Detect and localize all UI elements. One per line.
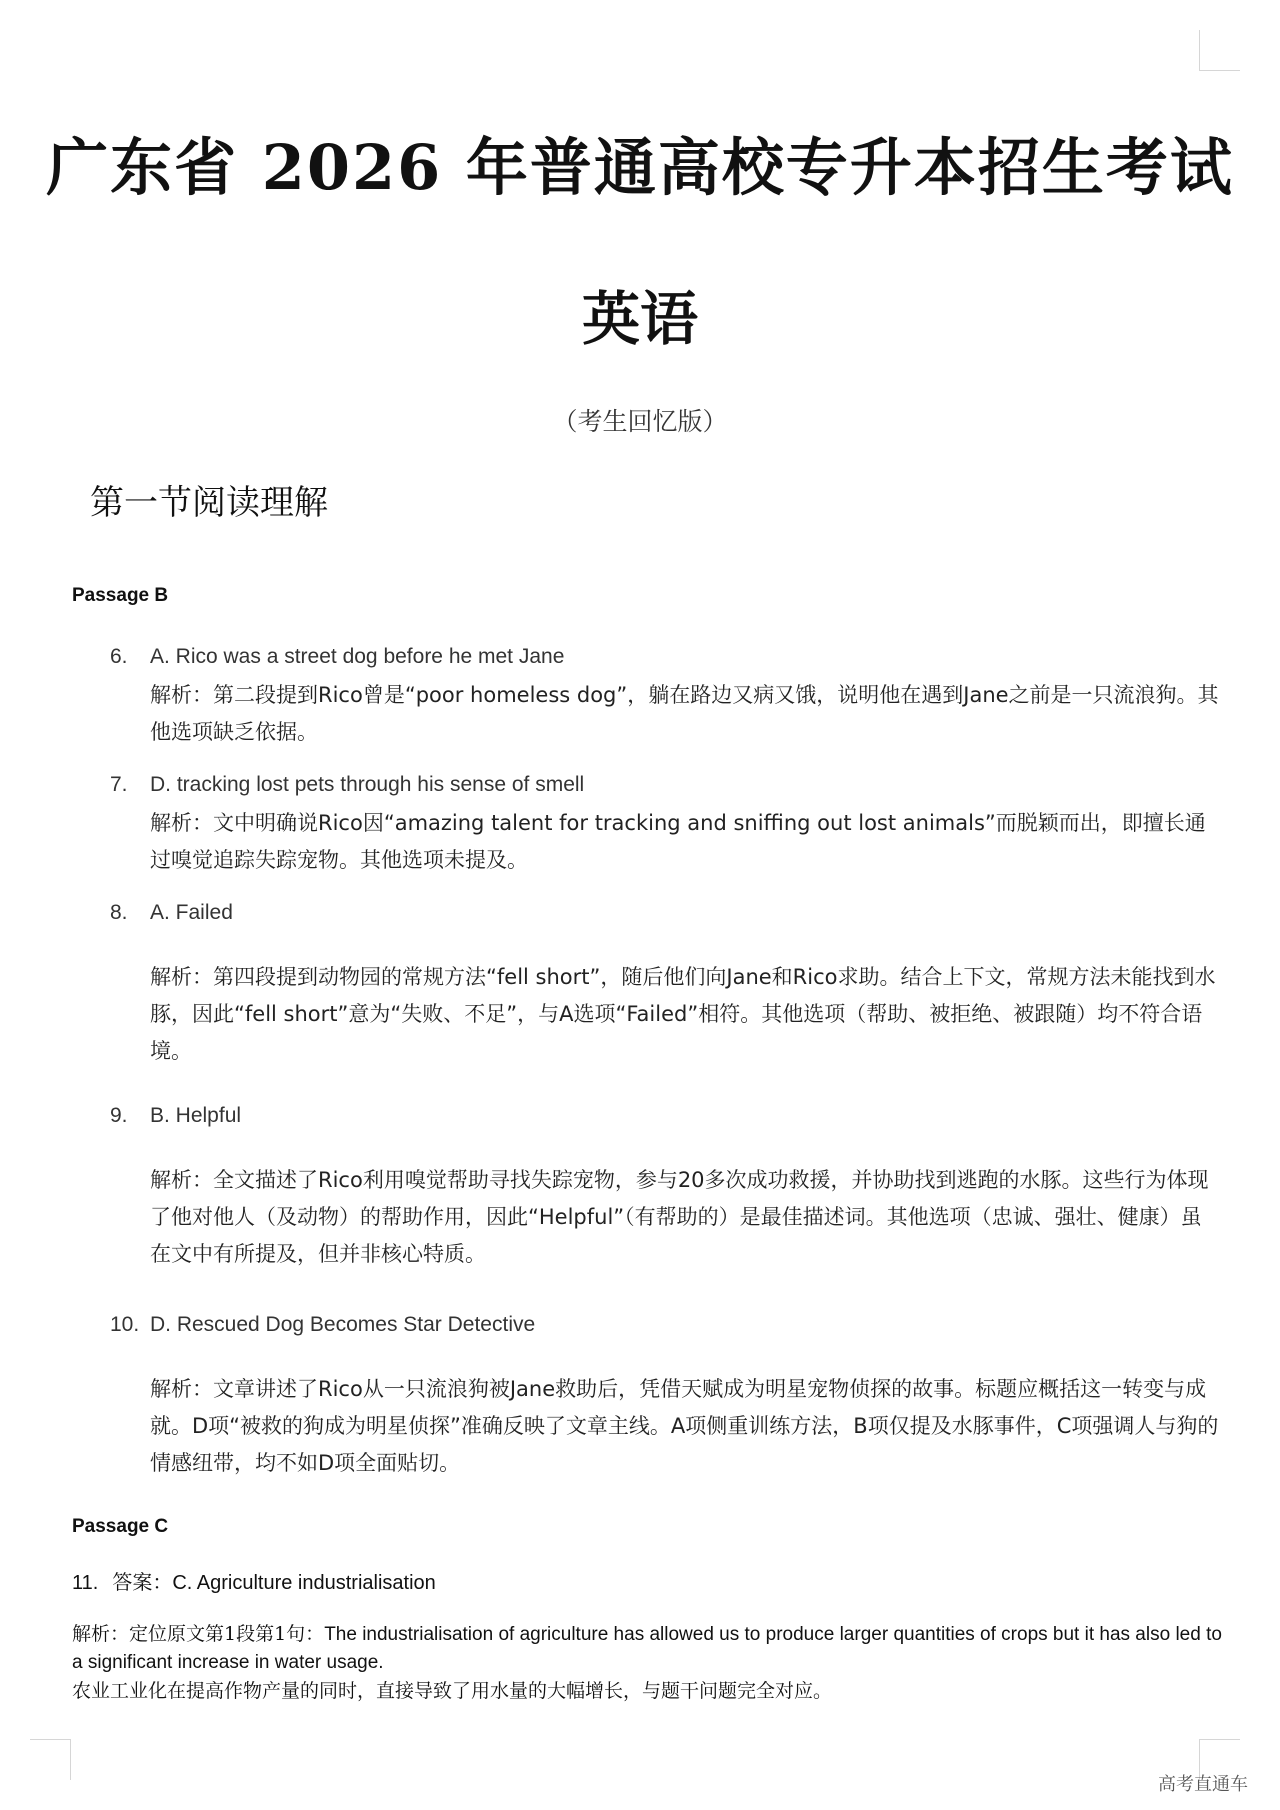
section-title: 第一节阅读理解 xyxy=(90,483,328,523)
answer-text: A. Failed xyxy=(150,901,233,924)
question-item-10 xyxy=(110,1313,1220,1482)
question-number: 9. xyxy=(110,1104,128,1127)
question-number: 10. xyxy=(110,1313,140,1336)
answer-line xyxy=(110,1313,1220,1337)
question-item-8 xyxy=(110,901,1220,1070)
answer-line xyxy=(110,1104,1220,1128)
answer-text: B. Helpful xyxy=(150,1104,242,1127)
question-item-9 xyxy=(110,1104,1220,1273)
answer-line xyxy=(110,901,1220,925)
question-number: 11. xyxy=(72,1572,99,1594)
exam-title: 广东省 2026 年普通高校专升本招生考试 xyxy=(46,131,1234,204)
explanation-text: 解析：全文描述了Rico利用嗅觉帮助寻找失踪宠物，参与20多次成功救援，并协助找到逃跑的水豚。这些行为体现了他对他人（及动物）的帮助作用，因此“Helpful”（有帮助的）是最佳描述词。其他选项（忠诚、强壮、健康）虽在文中有所提及，但并非核心特质。 xyxy=(150,1168,1209,1266)
answer-text: D. tracking lost pets through his sense of smell xyxy=(150,773,585,796)
explanation-text: 解析：第二段提到Rico曾是“poor homeless dog”，躺在路边又病又饿，说明他在遇到Jane之前是一只流浪狗。其他选项缺乏依据。 xyxy=(150,683,1219,744)
answer-text: A. Rico was a street dog before he met Jane xyxy=(150,645,565,668)
question-item-11 xyxy=(72,1566,436,1595)
explanation-prefix: 解析：定位原文第1段第1句： xyxy=(72,1623,325,1645)
answer-line xyxy=(110,645,1220,669)
subject-title: 英语 xyxy=(581,285,698,353)
explanation-text: 解析：第四段提到动物园的常规方法“fell short”，随后他们向Jane和Rico求助。结合上下文，常规方法未能找到水豚，因此“fell short”意为“失败、不足”，与A选项“Failed”相符。其他选项（帮助、被拒绝、被跟随）均不符合语境。 xyxy=(150,965,1216,1063)
answer-text: D. Rescued Dog Becomes Star Detective xyxy=(150,1313,536,1336)
question-11-explanation xyxy=(72,1620,1222,1706)
question-item-6 xyxy=(110,645,1220,751)
explanation-chinese: 农业工业化在提高作物产量的同时，直接导致了用水量的大幅增长，与题干问题完全对应。 xyxy=(72,1680,833,1702)
watermark-text: 高考直通车 xyxy=(1158,1774,1248,1795)
question-item-7 xyxy=(110,773,1220,879)
question-number: 7. xyxy=(110,773,128,796)
edition-note: （考生回忆版） xyxy=(552,407,728,436)
crop-mark-bottom-left xyxy=(30,1739,71,1780)
question-number: 6. xyxy=(110,645,128,668)
passage-c-label: Passage C xyxy=(72,1516,169,1537)
question-number: 8. xyxy=(110,901,128,924)
explanation-quote: The industrialisation of agriculture has allowed us to produce larger quantities of crops but it has also led to a significant increase in water usage. xyxy=(72,1624,1222,1673)
explanation-text: 解析：文中明确说Rico因“amazing talent for tracking and sniffing out lost animals”而脱颖而出，即擅长通过嗅觉追踪失踪宠物。其他选项未提及。 xyxy=(150,811,1206,872)
explanation-text: 解析：文章讲述了Rico从一只流浪狗被Jane救助后，凭借天赋成为明星宠物侦探的故事。标题应概括这一转变与成就。D项“被救的狗成为明星侦探”准确反映了文章主线。A项侧重训练方法，B项仅提及水豚事件，C项强调人与狗的情感纽带，均不如D项全面贴切。 xyxy=(150,1377,1219,1475)
passage-b-label: Passage B xyxy=(72,585,169,606)
answer-text: 答案：C. Agriculture industrialisation xyxy=(112,1572,436,1594)
answer-line xyxy=(110,773,1220,797)
crop-mark-top-right xyxy=(1199,30,1240,71)
